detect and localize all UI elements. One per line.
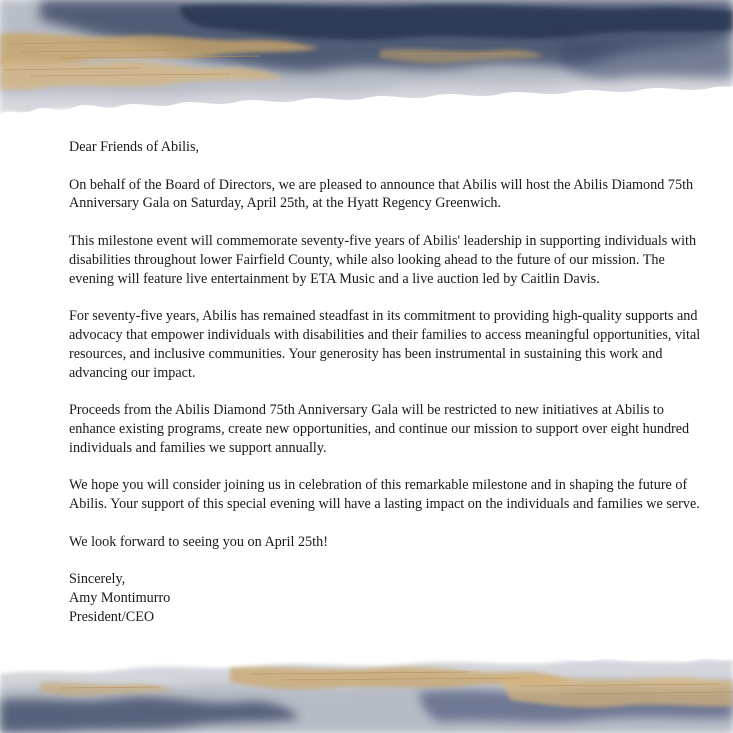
signer-name: Amy Montimurro [69, 590, 171, 607]
letter-body [69, 138, 701, 627]
letter-greeting: Dear Friends of Abilis, [69, 139, 200, 155]
letter-paragraph-commitment: For seventy-five years, Abilis has remained steadfast in its commitment to providing high-quality supports and advocacy that empower individuals with disabilities and their families to access meaningful opportunities, vital resources, and inclusive communities. Your generosity has been instrumental in sustaining this work and advancing our impact. [69, 308, 701, 381]
top-watercolor-decoration [0, 0, 733, 130]
letter-paragraph-invitation: We hope you will consider joining us in celebration of this remarkable milestone and in shaping the future of Abilis. Your support of this special evening will have a lasting impact on the individuals and families we serve. [69, 477, 700, 513]
signer-title: President/CEO [69, 608, 155, 625]
letter-paragraph-closing-line: We look forward to seeing you on April 25th! [69, 533, 328, 550]
letter-paragraph-proceeds: Proceeds from the Abilis Diamond 75th Anniversary Gala will be restricted to new initiatives at Abilis to enhance existing programs, create new opportunities, and continue our mission to support over eight hundred individuals and families we support annually. [69, 402, 690, 456]
signature-block [69, 570, 701, 626]
bottom-watercolor-decoration [0, 648, 733, 733]
letter-paragraph-announcement: On behalf of the Board of Directors, we are pleased to announce that Abilis will host the Abilis Diamond 75th Anniversary Gala on Saturday, April 25th, at the Hyatt Regency Greenwich. [69, 176, 694, 212]
letter-paragraph-milestone: This milestone event will commemorate seventy-five years of Abilis' leadership in supporting individuals with disabilities throughout lower Fairfield County, while also looking ahead to the future of our mission. The evening will feature live entertainment by ETA Music and a live auction led by Caitlin Davis. [69, 232, 697, 287]
letter-closing: Sincerely, [69, 571, 126, 588]
